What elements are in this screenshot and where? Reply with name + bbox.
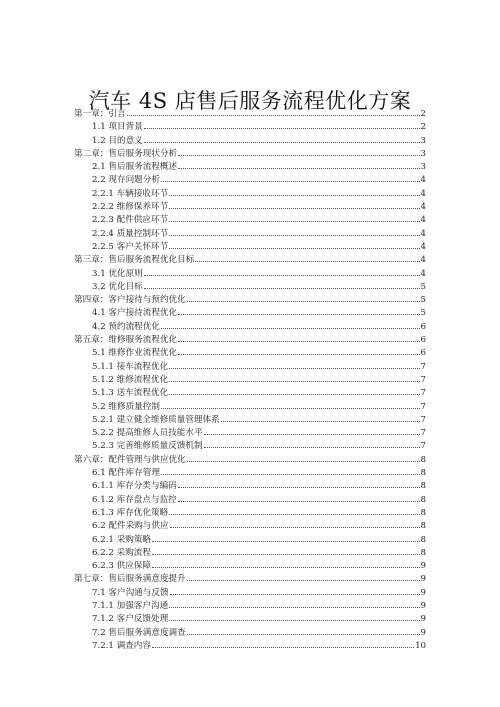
toc-entry-label: 2.2.1 车辆接收环节 bbox=[92, 188, 169, 199]
toc-entry-label: 7.2.1 调查内容 bbox=[92, 640, 151, 651]
toc-page-number: 9 bbox=[420, 614, 426, 625]
toc-entry[interactable] bbox=[74, 240, 426, 253]
toc-entry-label: 4.1 客户接待流程优化 bbox=[92, 308, 178, 319]
toc-entry-label: 5.2 维修质量控制 bbox=[92, 401, 160, 412]
toc-entry-label: 5.1.1 接车流程优化 bbox=[92, 361, 169, 372]
toc-leader-dots bbox=[169, 386, 419, 395]
toc-entry-label: 6.1.3 库存优化策略 bbox=[92, 507, 169, 518]
toc-leader-dots bbox=[178, 306, 419, 315]
toc-entry[interactable] bbox=[74, 439, 426, 452]
toc-entry[interactable] bbox=[74, 333, 426, 346]
toc-leader-dots bbox=[169, 373, 419, 382]
toc-page-number: 4 bbox=[420, 215, 426, 226]
toc-entry[interactable] bbox=[74, 134, 426, 147]
toc-entry-label: 6.1.1 库存分类与编码 bbox=[92, 481, 177, 492]
toc-page-number: 7 bbox=[420, 401, 426, 412]
toc-entry-label: 6.2 配件采购与供应 bbox=[92, 521, 169, 532]
toc-entry-label: 7.1.1 加强客户沟通 bbox=[92, 600, 169, 611]
toc-leader-dots bbox=[187, 572, 420, 581]
toc-leader-dots bbox=[169, 187, 419, 196]
toc-page-number: 8 bbox=[420, 494, 426, 505]
toc-page-number: 2 bbox=[420, 122, 426, 133]
toc-entry-label: 7.2 售后服务满意度调查 bbox=[92, 627, 186, 638]
toc-page-number: 7 bbox=[420, 428, 426, 439]
toc-leader-dots bbox=[152, 533, 420, 542]
toc-leader-dots bbox=[178, 493, 420, 502]
toc-entry[interactable] bbox=[74, 213, 426, 226]
toc-entry[interactable] bbox=[74, 267, 426, 280]
toc-entry-label: 2.2.2 维修保养环节 bbox=[92, 202, 169, 213]
toc-leader-dots bbox=[169, 612, 419, 621]
toc-entry-label: 2.2.3 配件供应环节 bbox=[92, 215, 169, 226]
toc-entry[interactable] bbox=[74, 453, 426, 466]
toc-page-number: 7 bbox=[420, 441, 426, 452]
toc-entry-label: 1.1 项目背景 bbox=[92, 122, 143, 133]
toc-leader-dots bbox=[178, 346, 419, 355]
toc-page-number: 9 bbox=[420, 600, 426, 611]
toc-leader-dots bbox=[187, 293, 420, 302]
toc-leader-dots bbox=[221, 413, 420, 422]
toc-entry-label: 5.1.2 维修流程优化 bbox=[92, 374, 169, 385]
toc-leader-dots bbox=[187, 626, 420, 635]
toc-page-number: 3 bbox=[420, 162, 426, 173]
toc-entry-label: 5.2.2 提高维修人员技能水平 bbox=[92, 428, 203, 439]
document-title: 汽车 4S 店售后服务流程优化方案 bbox=[88, 89, 412, 114]
toc-entry[interactable] bbox=[74, 400, 426, 413]
toc-entry-label: 5.2.3 完善维修质量反馈机制 bbox=[92, 441, 203, 452]
toc-leader-dots bbox=[169, 360, 419, 369]
toc-entry[interactable] bbox=[74, 173, 426, 186]
toc-entry[interactable] bbox=[74, 572, 426, 585]
toc-leader-dots bbox=[161, 173, 420, 182]
toc-entry[interactable] bbox=[74, 479, 426, 492]
toc-page-number: 6 bbox=[420, 335, 426, 346]
toc-page-number: 9 bbox=[420, 561, 426, 572]
toc-entry[interactable] bbox=[74, 280, 426, 293]
toc-entry-label: 第一章：引言 bbox=[74, 109, 126, 119]
toc-leader-dots bbox=[178, 479, 420, 488]
toc-entry[interactable] bbox=[74, 506, 426, 519]
toc-leader-dots bbox=[169, 506, 419, 515]
toc-entry[interactable] bbox=[74, 386, 426, 399]
toc-leader-dots bbox=[169, 227, 419, 236]
toc-leader-dots bbox=[144, 134, 420, 143]
toc-entry[interactable] bbox=[74, 612, 426, 625]
toc-leader-dots bbox=[169, 240, 419, 249]
toc-entry-label: 第四章：客户接待与预约优化 bbox=[74, 295, 186, 306]
toc-entry[interactable] bbox=[74, 147, 426, 160]
toc-page-number: 8 bbox=[420, 547, 426, 558]
toc-page-number: 4 bbox=[420, 175, 426, 186]
toc-leader-dots bbox=[204, 439, 420, 448]
toc-leader-dots bbox=[187, 453, 420, 462]
toc-entry-label: 第七章：售后服务满意度提升 bbox=[74, 574, 186, 585]
toc-leader-dots bbox=[170, 519, 420, 528]
toc-leader-dots bbox=[152, 546, 420, 555]
toc-leader-dots bbox=[161, 400, 420, 409]
toc-leader-dots bbox=[161, 466, 420, 475]
toc-entry-label: 6.2.3 供应保障 bbox=[92, 561, 151, 572]
toc-entry-label: 第二章：售后服务现状分析 bbox=[74, 148, 178, 159]
toc-entry[interactable] bbox=[74, 107, 426, 120]
toc-page-number: 8 bbox=[420, 507, 426, 518]
toc-leader-dots bbox=[169, 213, 419, 222]
toc-leader-dots bbox=[144, 120, 420, 129]
toc-entry[interactable] bbox=[74, 360, 426, 373]
toc-entry-label: 7.1.2 客户反馈处理 bbox=[92, 614, 169, 625]
toc-page-number: 8 bbox=[420, 534, 426, 545]
toc-page-number: 8 bbox=[420, 454, 426, 465]
toc-entry[interactable] bbox=[74, 413, 426, 426]
toc-leader-dots bbox=[169, 200, 419, 209]
toc-entry[interactable] bbox=[74, 187, 426, 200]
toc-entry[interactable] bbox=[74, 227, 426, 240]
toc-entry-label: 6.2.1 采购策略 bbox=[92, 534, 151, 545]
toc-leader-dots bbox=[144, 267, 420, 276]
toc-page-number: 9 bbox=[420, 587, 426, 598]
toc-page-number: 4 bbox=[420, 255, 426, 266]
toc-page-number: 6 bbox=[420, 321, 426, 332]
toc-entry-label: 2.1 售后服务流程概述 bbox=[92, 162, 178, 173]
toc-leader-dots bbox=[204, 426, 420, 435]
toc-page-number: 8 bbox=[420, 521, 426, 532]
toc-entry[interactable] bbox=[74, 493, 426, 506]
toc-entry[interactable] bbox=[74, 253, 426, 266]
toc-entry-label: 5.1.3 送车流程优化 bbox=[92, 388, 169, 399]
toc-page-number: 7 bbox=[420, 361, 426, 372]
toc-page-number: 4 bbox=[420, 268, 426, 279]
toc-page-number: 8 bbox=[420, 468, 426, 479]
toc-page-number: 4 bbox=[420, 202, 426, 213]
toc-entry-label: 1.2 目的意义 bbox=[92, 135, 143, 146]
toc-entry[interactable] bbox=[74, 160, 426, 173]
toc-entry-label: 5.2.1 建立健全维修质量管理体系 bbox=[92, 414, 220, 425]
toc-leader-dots bbox=[152, 559, 420, 568]
toc-page-number: 5 bbox=[420, 295, 426, 306]
toc-page-number: 5 bbox=[420, 308, 426, 319]
toc-page-number: 7 bbox=[420, 374, 426, 385]
toc-entry[interactable] bbox=[74, 559, 426, 572]
toc-entry-label: 2.2 现存问题分析 bbox=[92, 175, 160, 186]
toc-entry-label: 3.1 优化原则 bbox=[92, 268, 143, 279]
toc-entry[interactable] bbox=[74, 533, 426, 546]
toc-entry-label: 2.2.4 质量控制环节 bbox=[92, 228, 169, 239]
toc-entry[interactable] bbox=[74, 346, 426, 359]
toc-leader-dots bbox=[144, 280, 420, 289]
toc-entry[interactable] bbox=[74, 293, 426, 306]
toc-leader-dots bbox=[152, 639, 414, 648]
toc-entry-label: 5.1 维修作业流程优化 bbox=[92, 348, 178, 359]
toc-entry[interactable] bbox=[74, 586, 426, 599]
toc-leader-dots bbox=[161, 320, 420, 329]
toc-entry-label: 3.2 优化目标 bbox=[92, 281, 143, 292]
toc-entry[interactable] bbox=[74, 639, 426, 652]
toc-entry-label: 4.2 预约流程优化 bbox=[92, 321, 160, 332]
toc-page-number: 3 bbox=[420, 135, 426, 146]
toc-entry-label: 7.1 客户沟通与反馈 bbox=[92, 587, 169, 598]
toc-page-number: 7 bbox=[420, 388, 426, 399]
toc-leader-dots bbox=[178, 147, 419, 156]
toc-entry-label: 6.2.2 采购流程 bbox=[92, 547, 151, 558]
toc-entry[interactable] bbox=[74, 599, 426, 612]
toc-entry[interactable] bbox=[74, 373, 426, 386]
toc-page-number: 10 bbox=[415, 640, 426, 651]
toc-page-number: 4 bbox=[420, 228, 426, 239]
toc-entry[interactable] bbox=[74, 466, 426, 479]
toc-leader-dots bbox=[178, 333, 419, 342]
toc-entry[interactable] bbox=[74, 200, 426, 213]
toc-entry-label: 2.2.5 客户关怀环节 bbox=[92, 241, 169, 252]
toc-entry[interactable] bbox=[74, 519, 426, 532]
toc-entry[interactable] bbox=[74, 306, 426, 319]
toc-page-number: 4 bbox=[420, 241, 426, 252]
toc-page-number: 9 bbox=[420, 627, 426, 638]
toc-leader-dots bbox=[178, 160, 419, 169]
toc-entry[interactable] bbox=[74, 546, 426, 559]
toc-entry[interactable] bbox=[74, 320, 426, 333]
toc-entry[interactable] bbox=[74, 426, 426, 439]
toc-page-number: 7 bbox=[420, 414, 426, 425]
toc-entry-label: 第三章：售后服务流程优化目标 bbox=[74, 255, 195, 266]
toc-page-number: 9 bbox=[420, 574, 426, 585]
toc-page-number: 5 bbox=[420, 281, 426, 292]
toc-leader-dots bbox=[127, 107, 420, 116]
toc-page-number: 3 bbox=[420, 148, 426, 159]
toc-page-number: 4 bbox=[420, 188, 426, 199]
toc-entry-label: 6.1 配件库存管理 bbox=[92, 468, 160, 479]
toc-page-number: 2 bbox=[420, 109, 426, 119]
toc-page-number: 6 bbox=[420, 348, 426, 359]
toc-entry[interactable] bbox=[74, 626, 426, 639]
toc-entry-label: 6.1.2 库存盘点与监控 bbox=[92, 494, 177, 505]
toc-entry-label: 第六章：配件管理与供应优化 bbox=[74, 454, 186, 465]
toc-entry-label: 第五章：维修服务流程优化 bbox=[74, 335, 178, 346]
toc-leader-dots bbox=[170, 586, 420, 595]
toc-leader-dots bbox=[169, 599, 419, 608]
table-of-contents bbox=[74, 107, 426, 652]
toc-page-number: 8 bbox=[420, 481, 426, 492]
toc-leader-dots bbox=[195, 253, 419, 262]
toc-entry[interactable] bbox=[74, 120, 426, 133]
